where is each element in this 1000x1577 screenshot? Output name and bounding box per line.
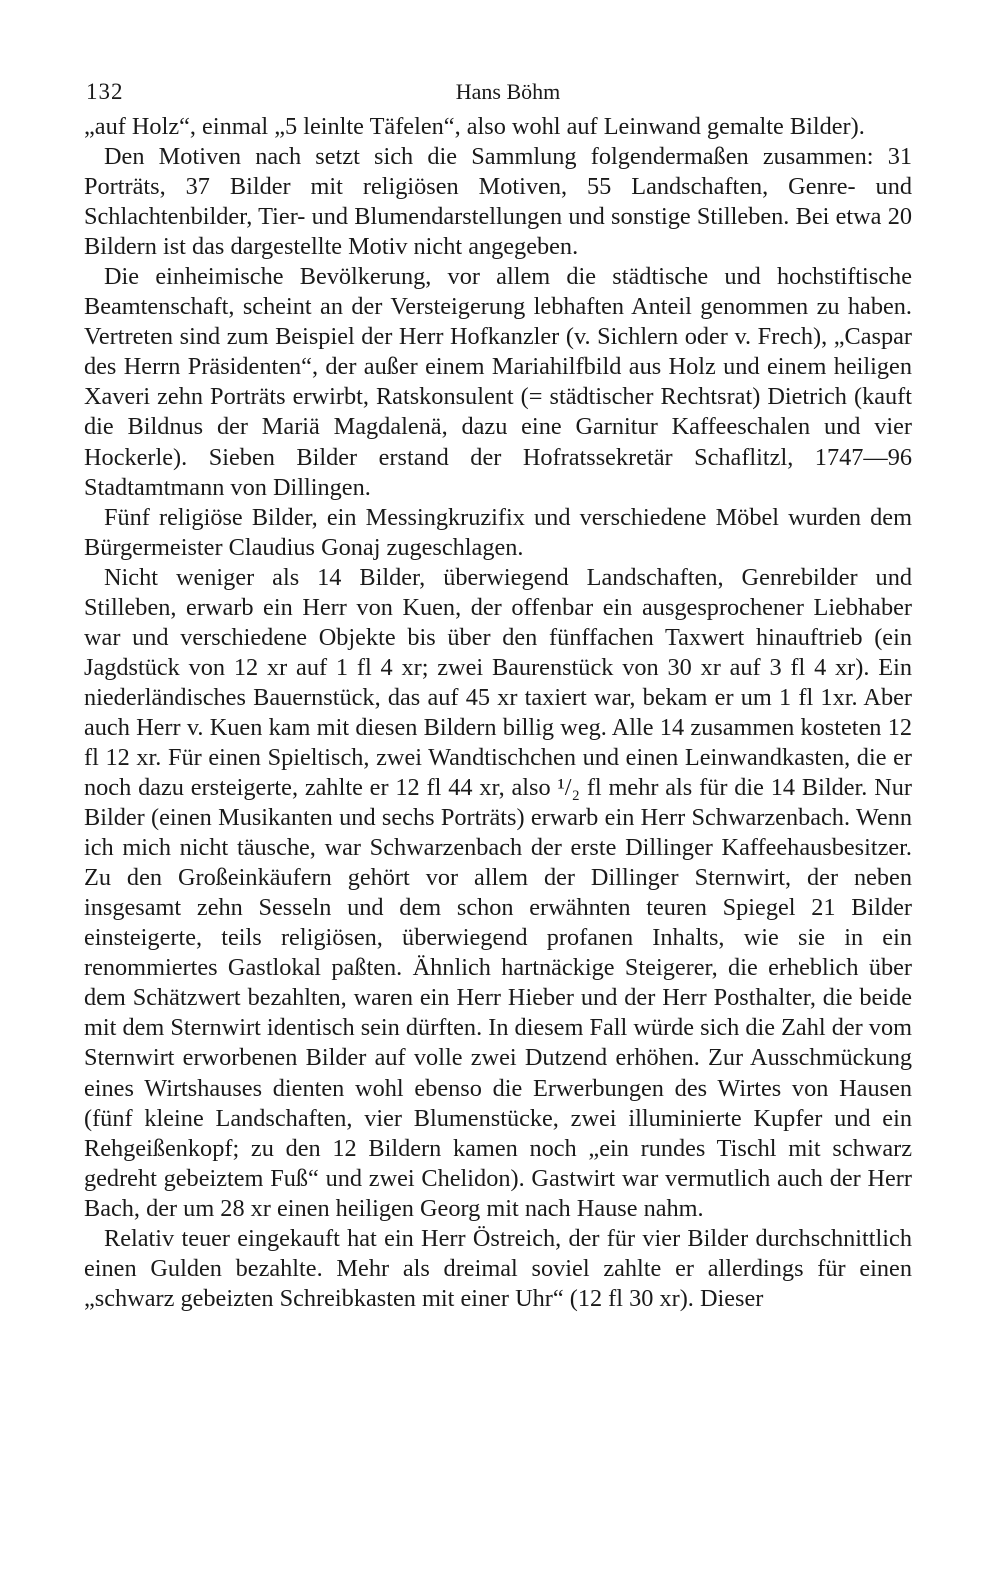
running-head (84, 72, 912, 112)
paragraph-4: Fünf religiöse Bilder, ein Messingkruzifix und verschiedene Möbel wurden dem Bürgermeister Claudius Gonaj zugeschlagen. (84, 503, 912, 561)
paragraph-6: Relativ teuer eingekauft hat ein Herr Östreich, der für vier Bilder durchschnittlich einen Gulden bezahlte. Mehr als dreimal soviel zahlte er allerdings für einen „schwarz gebeizten Schreibkasten mit einer Uhr“ (12 fl 30 xr). Dieser (84, 1224, 912, 1312)
body-text (84, 112, 912, 1314)
page-number: 132 (86, 79, 124, 104)
book-page (84, 72, 912, 1314)
paragraph-1: „auf Holz“, einmal „5 leinlte Täfelen“, also wohl auf Leinwand gemalte Bilder). (84, 113, 865, 140)
paragraph-2: Den Motiven nach setzt sich die Sammlung folgendermaßen zusammen: 31 Porträts, 37 Bilder mit religiösen Motiven, 55 Landschaften, Genre- und Schlachtenbilder, Tier- und Blumendarstellungen und sonstige Stilleben. Bei etwa 20 Bildern ist das dargestellte Motiv nicht angegeben. (84, 143, 912, 261)
paragraph-5: Nicht weniger als 14 Bilder, überwiegend Landschaften, Genrebilder und Stilleben, erwarb ein Herr von Kuen, der offenbar ein ausgesprochener Liebhaber war und verschiedene Objekte bis über den fünffachen Taxwert hinauftrieb (ein Jagdstück von 12 xr auf 1 fl 4 xr; zwei Baurenstück von 30 xr auf 3 fl 4 xr). Ein niederländisches Bauernstück, das auf 45 xr taxiert war, bekam er um 1 fl 1xr. Aber auch Herr v. Kuen kam mit diesen Bildern billig weg. Alle 14 zusammen kosteten 12 fl 12 xr. Für einen Spieltisch, zwei Wandtischchen und einen Leinwandkasten, die er noch dazu ersteigerte, zahlte er 12 fl 44 xr, also ¹/₂ fl mehr als für die 14 Bilder. Nur Bilder (einen Musikanten und sechs Porträts) erwarb ein Herr Schwarzenbach. Wenn ich mich nicht täusche, war Schwarzenbach der erste Dillinger Kaffeehausbesitzer. Zu den Großeinkäufern gehört vor allem der Dillinger Sternwirt, der neben insgesamt zehn Sesseln und dem schon erwähnten teuren Spiegel 21 Bilder einsteigerte, teils religiösen, überwiegend profanen Inhalts, wie sie in ein renommiertes Gastlokal paßten. Ähnlich hartnäckige Steigerer, die erheblich über dem Schätzwert bezahlten, waren ein Herr Hieber und der Herr Posthalter, die beide mit dem Sternwirt identisch sein dürften. In diesem Fall würde sich die Zahl der vom Sternwirt erworbenen Bilder auf volle zwei Dutzend erhöhen. Zur Ausschmückung eines Wirtshauses dienten wohl ebenso die Erwerbungen des Wirtes von Hausen (fünf kleine Landschaften, vier Blumenstücke, zwei illuminierte Kupfer und ein Rehgeißenkopf; zu den 12 Bildern kamen noch „ein rundes Tischl mit schwarz gedreht gebeiztem Fuß“ und zwei Chelidon). Gastwirt war vermutlich auch der Herr Bach, der um 28 xr einen heiligen Georg mit nach Hause nahm. (84, 563, 912, 1222)
paragraph-3: Die einheimische Bevölkerung, vor allem die städtische und hochstiftische Beamtenschaft, scheint an der Versteigerung lebhaften Anteil genommen zu haben. Vertreten sind zum Beispiel der Herr Hofkanzler (v. Sichlern oder v. Frech), „Caspar des Herrn Präsidenten“, der außer einem Mariahilfbild aus Holz und einem heiligen Xaveri zehn Porträts erwirbt, Ratskonsulent (= städtischer Rechtsrat) Dietrich (kauft die Bildnus der Mariä Magdalenä, dazu eine Garnitur Kaffeeschalen und vier Hockerle). Sieben Bilder erstand der Hofratssekretär Schaflitzl, 1747—96 Stadtamtmann von Dillingen. (84, 263, 912, 501)
running-title: Hans Böhm (455, 79, 561, 104)
